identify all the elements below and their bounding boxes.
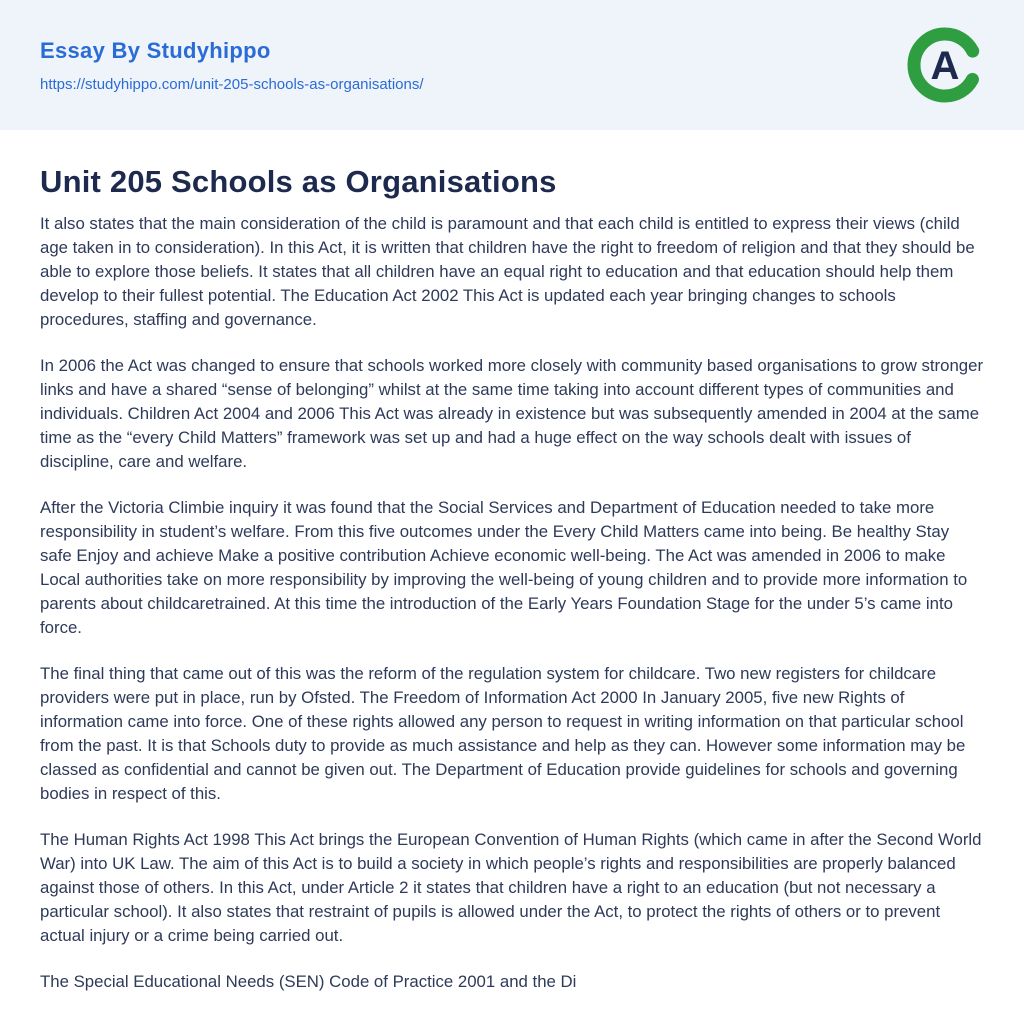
essay-paragraph: The Special Educational Needs (SEN) Code of Practice 2001 and the Di [40,971,577,991]
essay-paragraph: In 2006 the Act was changed to ensure that schools worked more closely with community based organisations to grow stronger links and have a shared “sense of belonging” whilst at the same time taking into account different types of communities and individuals. Children Act 2004 and 2006 This Act was already in existence but was subsequently amended in 2004 at the same time as the “every Child Matters” framework was set up and had a huge effect on the way schools dealt with issues of discipline, care and welfare. [40,355,984,471]
source-url-link[interactable]: https://studyhippo.com/unit-205-schools-as-organisations/ [40,75,424,93]
header-text-block [40,38,424,93]
page-header [0,0,1024,130]
studyhippo-logo-icon [906,26,984,104]
logo-letter: A [930,44,960,88]
essay-title: Unit 205 Schools as Organisations [40,164,557,199]
site-title: Essay By Studyhippo [40,37,271,63]
essay-paragraph: It also states that the main consideration of the child is paramount and that each child is entitled to express their views (child age taken in to consideration). In this Act, it is written that children have the right to freedom of religion and that they should be able to explore those beliefs. It states that all children have an equal right to education and that education should help them develop to their fullest potential. The Education Act 2002 This Act is updated each year bringing changes to schools procedures, staffing and governance. [40,213,975,329]
essay-paragraph: After the Victoria Climbie inquiry it was found that the Social Services and Department of Education needed to take more responsibility in student’s welfare. From this five outcomes under the Every Child Matters came into being. Be healthy Stay safe Enjoy and achieve Make a positive contribution Achieve economic well-being. The Act was amended in 2006 to make Local authorities take on more responsibility by improving the well-being of young children and to provide more information to parents about childcaretrained. At this time the introduction of the Early Years Foundation Stage for the under 5’s came into force. [40,497,968,637]
essay-content [0,130,1024,1034]
essay-paragraph: The final thing that came out of this was the reform of the regulation system for childcare. Two new registers for childcare providers were put in place, run by Ofsted. The Freedom of Information Act 2000 In January 2005, five new Rights of information came into force. One of these rights allowed any person to request in writing information on that particular school from the past. It is that Schools duty to provide as much assistance and help as they can. However some information may be classed as confidential and cannot be given out. The Department of Education provide guidelines for schools and governing bodies in respect of this. [40,663,966,803]
essay-paragraph: The Human Rights Act 1998 This Act brings the European Convention of Human Rights (which came in after the Second World War) into UK Law. The aim of this Act is to build a society in which people’s rights and responsibilities are properly balanced against those of others. In this Act, under Article 2 it states that children have a right to an education (but not necessary a particular school). It also states that restraint of pupils is allowed under the Act, to protect the rights of others or to prevent actual injury or a crime being carried out. [40,829,982,945]
